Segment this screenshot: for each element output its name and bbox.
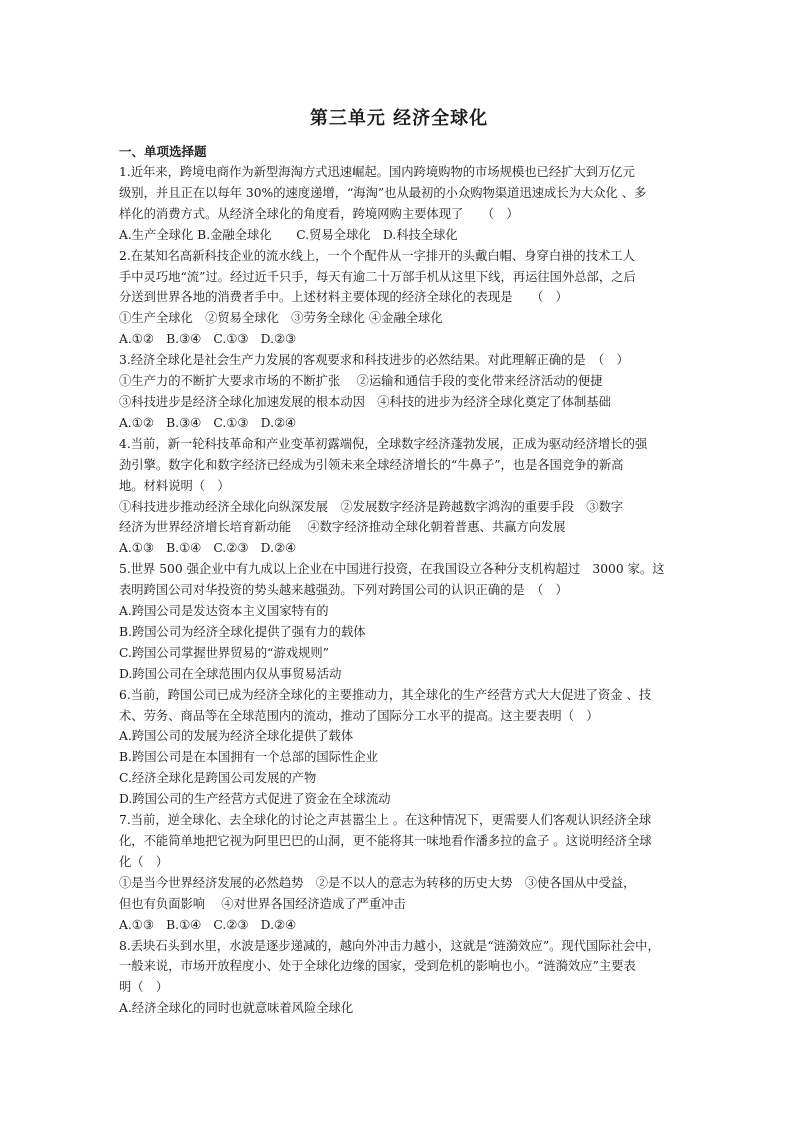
text-line: 7.当前，逆全球化、去全球化的讨论之声甚嚣尘上 。在这种情况下，更需要人们客观认识经济全球: [119, 813, 652, 828]
text-line: A.①② B.③④ C.①③ D.②④: [119, 415, 297, 430]
text-line: ①是当今世界经济发展的必然趋势 ②是不以人的意志为转移的历史大势 ③使各国从中受益，: [119, 875, 636, 890]
text-line: 术、劳务、商品等在全球范围内的流动，推动了国际分工水平的提高。这主要表明（ ）: [119, 708, 599, 723]
text-line: A.经济全球化的同时也就意味着风险全球化: [119, 1001, 354, 1016]
text-line: 样化的消费方式。从经济全球化的角度看，跨境网购主要体现了 （ ）: [119, 206, 519, 221]
text-line: 3.经济全球化是社会生产力发展的客观要求和科技进步的必然结果。对此理解正确的是 （ ）: [119, 353, 629, 368]
text-line: 化，不能简单地把它视为阿里巴巴的山洞，更不能将其一味地看作潘多拉的盒子 。这说明经济全球: [119, 834, 652, 848]
text-line: ①生产力的不断扩大要求市场的不断扩张 ②运输和通信手段的变化带来经济活动的便捷: [119, 374, 603, 389]
text-line: 化（ ）: [119, 854, 169, 869]
text-line: 1.近年来，跨境电商作为新型海淘方式迅速崛起。国内跨境购物的市场规模也已经扩大到万亿元: [119, 165, 635, 179]
document-page: [119, 104, 679, 1019]
text-line: A.①③ B.①④ C.②③ D.②④: [119, 917, 297, 932]
text-line: B.跨国公司是在本国拥有一个总部的国际性企业: [119, 750, 378, 765]
text-line: B.跨国公司为经济全球化提供了强有力的载体: [119, 624, 366, 639]
text-line: A.生产全球化 B.金融全球化 C.贸易全球化 D.科技全球化: [119, 227, 458, 242]
text-line: A.跨国公司的发展为经济全球化提供了载体: [119, 729, 354, 744]
text-line: C.经济全球化是跨国公司发展的产物: [119, 771, 317, 786]
section-heading: 一、单项选择题: [119, 144, 207, 159]
text-line: 6.当前，跨国公司已成为经济全球化的主要推动力，其全球化的生产经营方式大大促进了资金 、技: [119, 687, 652, 702]
text-line: 一般来说，市场开放程度小、处于全球化边缘的国家，受到危机的影响也小。“涟漪效应”主要表: [119, 959, 636, 974]
text-line: 分送到世界各地的消费者手中。上述材料主要体现的经济全球化的表现是 （ ）: [119, 290, 568, 305]
text-line: 但也有负面影响 ④对世界各国经济造成了严重冲击: [119, 896, 406, 911]
text-line: 4.当前，新一轮科技革命和产业变革初露端倪，全球数字经济蓬勃发展，正成为驱动经济增长的强: [119, 436, 648, 451]
text-line: 级别，并且正在以每年 30%的速度递增，“海淘”也从最初的小众购物渠道迅速成长为大众化 、多: [119, 185, 647, 200]
text-line: 8.丢块石头到水里，水波是逐步递减的，越向外冲击力越小，这就是“涟漪效应”。现代国际社会中，: [119, 938, 660, 953]
page-title: 第三单元 经济全球化: [309, 108, 489, 129]
text-line: 5.世界 500 强企业中有九成以上企业在中国进行投资，在我国设立各种分支机构超过 3000 家。这: [119, 562, 665, 577]
text-line: 地。材料说明（ ）: [119, 478, 230, 493]
text-line: 明（ ）: [119, 980, 169, 995]
text-line: 经济为世界经济增长培育新动能 ④数字经济推动全球化朝着普惠、共赢方向发展: [119, 520, 566, 535]
text-line: ①科技进步推动经济全球化向纵深发展 ②发展数字经济是跨越数字鸿沟的重要手段 ③数字: [119, 499, 624, 514]
text-line: 表明跨国公司对华投资的势头越来越强劲。下列对跨国公司的认识正确的是 （ ）: [119, 583, 568, 598]
text-line: 手中灵巧地“流”过。经过近千只手，每天有逾二十万部手机从这里下线，再运往国外总部，之后: [119, 269, 636, 284]
text-line: A.跨国公司是发达资本主义国家特有的: [119, 604, 329, 619]
text-line: A.①③ B.①④ C.②③ D.②④: [119, 541, 297, 556]
question-list: [119, 162, 679, 1019]
text-line: 2.在某知名高新科技企业的流水线上，一个个配件从一字排开的头戴白帽、身穿白褂的技术工人: [119, 248, 635, 263]
text-line: 劲引擎。数字化和数字经济已经成为引领未来全球经济增长的“牛鼻子”，也是各国竞争的新高: [119, 457, 624, 472]
text-line: A.①② B.③④ C.①③ D.②③: [119, 332, 297, 347]
text-line: C.跨国公司掌握世界贸易的“游戏规则”: [119, 645, 329, 660]
text-line: D.跨国公司在全球范围内仅从事贸易活动: [119, 666, 342, 681]
text-line: ③科技进步是经济全球化加速发展的根本动因 ④科技的进步为经济全球化奠定了体制基础: [119, 394, 611, 409]
text-line: ①生产全球化 ②贸易全球化 ③劳务全球化 ④金融全球化: [119, 311, 443, 326]
text-line: D.跨国公司的生产经营方式促进了资金在全球流动: [119, 792, 391, 807]
